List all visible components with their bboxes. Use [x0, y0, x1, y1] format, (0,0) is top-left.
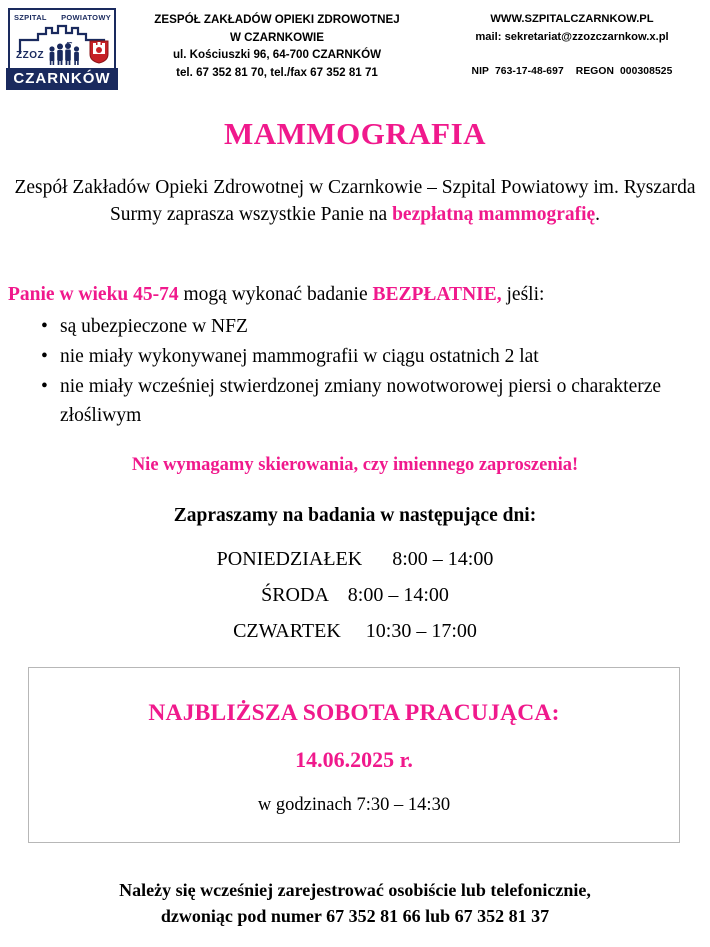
regon-label: REGON: [575, 66, 615, 77]
eligibility-end-text: jeśli:: [501, 284, 545, 305]
bullet-icon: •: [41, 376, 48, 397]
list-item-label: nie miały wcześniej stwierdzonej zmiany nowotworowej piersi o charakterze złośliwym: [60, 376, 662, 426]
saturday-title: NAJBLIŻSZA SOBOTA PRACUJĄCA:: [148, 700, 560, 726]
contact-spacer: [436, 46, 708, 63]
no-referral-notice: Nie wymagamy skierowania, czy imiennego zaproszenia!: [131, 455, 579, 475]
schedule-row: CZWARTEK 10:30 – 17:00: [233, 620, 477, 642]
saturday-hours: w godzinach 7:30 – 14:30: [257, 795, 451, 815]
institution-line-1: ZESPÓŁ ZAKŁADÓW OPIEKI ZDROWOTNEJ: [154, 13, 400, 26]
list-item-label: nie miały wykonywanej mammografii w ciągu ostatnich 2 lat: [60, 346, 539, 367]
intro-highlight: bezpłatną mammografię: [392, 204, 596, 225]
list-item: [41, 342, 710, 371]
institution-line-2: W CZARNKOWIE: [229, 30, 325, 44]
list-item: [41, 312, 710, 341]
footer-line-2: dzwoniąc pod numer 67 352 81 66 lub 67 352 81 37: [160, 906, 550, 926]
website-url: WWW.SZPITALCZARNKOW.PL: [490, 13, 654, 25]
institution-name-block: [118, 11, 436, 81]
intro-text-part1: Zespół Zakładów Opieki Zdrowotnej w Czarnkowie – Szpital Powiatowy im. Ryszarda Surmy zaprasza wszystkie Panie na: [14, 177, 696, 225]
nip-value: 763-17-48-697: [494, 66, 564, 77]
eligibility-free-label: BEZPŁATNIE,: [372, 284, 502, 305]
intro-paragraph: [12, 174, 698, 228]
registration-footer: [0, 877, 710, 929]
nip-label: NIP: [471, 66, 490, 77]
logo-word-powiatowy: POWIATOWY: [61, 13, 111, 22]
bullet-icon: •: [41, 316, 48, 337]
eligibility-age-range: Panie w wieku 45-74: [8, 284, 179, 305]
logo-banner-czarnkow: CZARNKÓW: [6, 68, 118, 90]
footer-line-1: Należy się wcześniej zarejestrować osobiście lub telefonicznie,: [119, 880, 591, 900]
hospital-logo: [8, 8, 116, 88]
list-item-label: są ubezpieczone w NFZ: [60, 316, 248, 337]
eligibility-lead: [8, 281, 702, 308]
logo-family-figures-icon: [48, 42, 82, 66]
intro-text-part2: .: [595, 204, 601, 225]
eligibility-mid-text: mogą wykonać badanie: [178, 284, 373, 305]
schedule-heading: Zapraszamy na badania w następujące dni:: [173, 505, 537, 526]
email-address: mail: sekretariat@zzozczarnkow.x.pl: [475, 30, 669, 43]
registration-ids: [436, 63, 708, 81]
eligibility-list: [24, 312, 710, 431]
list-item: [41, 372, 710, 430]
institution-phone: tel. 67 352 81 70, tel./fax 67 352 81 71: [176, 65, 378, 79]
bullet-icon: •: [41, 346, 48, 367]
schedule-row: PONIEDZIAŁEK 8:00 – 14:00: [216, 548, 494, 570]
saturday-date: 14.06.2025 r.: [295, 747, 413, 772]
logo-coat-of-arms-icon: [89, 40, 109, 64]
contact-block: [436, 11, 708, 81]
document-header: [0, 0, 710, 96]
schedule-list: [0, 541, 710, 649]
saturday-info-box: [28, 667, 680, 843]
regon-value: 000308525: [619, 66, 673, 77]
institution-address: ul. Kościuszki 96, 64-700 CZARNKÓW: [172, 48, 382, 61]
logo-word-szpital: SZPITAL: [14, 13, 47, 22]
page-title: MAMMOGRAFIA: [223, 116, 487, 151]
schedule-row: ŚRODA 8:00 – 14:00: [261, 584, 449, 606]
logo-word-zzoz: ZZOZ: [16, 50, 45, 61]
